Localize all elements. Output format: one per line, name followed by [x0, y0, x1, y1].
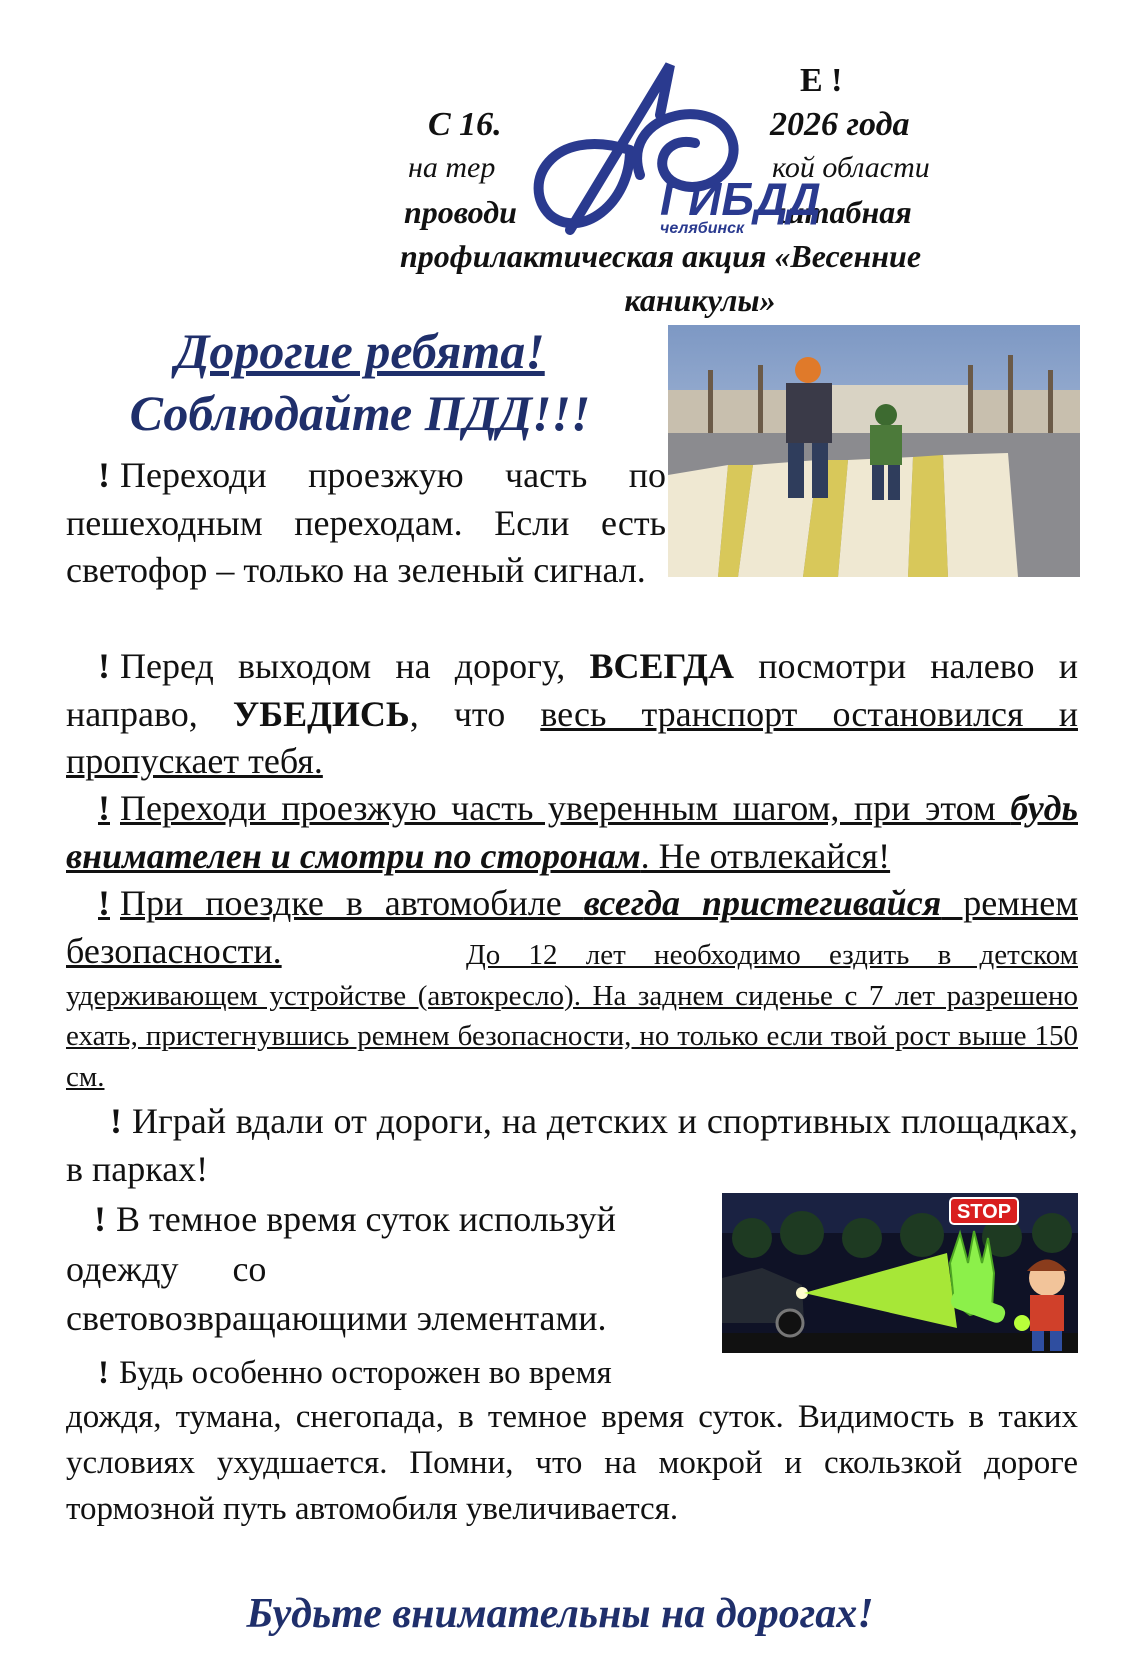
rule-4-details: До 12 лет необходимо ездить в детском удерживающем устройстве (автокресло). На заднем сиденье с 7 лет разрешено ехать, пристегнувшись ремнем безопасности, но только если твой рост выше 150 см.: [66, 939, 1078, 1093]
rule-7-line1: ! Будь особенно осторожен во время: [98, 1355, 612, 1391]
greeting-line1: Дорогие ребята!: [175, 323, 545, 379]
photo-children-crossing: [668, 325, 1080, 577]
header-region-left: на тер: [408, 151, 496, 184]
illustration-stop-headlight: [722, 1193, 1078, 1353]
final-slogan: Будьте внимательны на дорогах!: [246, 1591, 874, 1637]
header-date-left: С 16.: [428, 106, 502, 143]
rule-6-line1: ! В темное время суток используй: [94, 1199, 616, 1239]
greeting-line2: Соблюдайте ПДД!!!: [129, 385, 591, 441]
rule-1: ! Переходи проезжую часть по пешеходным переходам. Если есть светофор – только на зеленый сигнал.: [66, 455, 666, 590]
rule-5: ! Играй вдали от дороги, на детских и спортивных площадках, в парках!: [66, 1101, 1078, 1189]
header-line3-right: штабная: [778, 194, 912, 230]
header-region-right: кой области: [772, 151, 930, 184]
rule-7-rest: дождя, тумана, снегопада, в темное время суток. Видимость в таких условиях ухудшается. Помни, что на мокрой и скользкой дороге тормозной путь автомобиля увеличивается.: [66, 1399, 1078, 1527]
rule-4: ! При поездке в автомобиле всегда пристегивайся ремнем безопасности.: [66, 883, 1078, 971]
header-line3-left: проводи: [404, 194, 517, 230]
rule-6-line2: одежду со: [66, 1249, 267, 1289]
rule-2: ! Перед выходом на дорогу, ВСЕГДА посмотри налево и направо, УБЕДИСЬ, что весь транспорт остановился и пропускает тебя.: [66, 646, 1078, 781]
logo-subtext: челябинск: [660, 220, 745, 237]
header-line5: каникулы»: [624, 282, 776, 318]
rule-6-line3: световозвращающими элементами.: [66, 1298, 607, 1338]
header-fragment: Е !: [800, 62, 843, 99]
rule-3: ! Переходи проезжую часть уверенным шагом, при этом будь внимателен и смотри по сторонам. Не отвлекайся!: [66, 788, 1078, 876]
header-date-right: 2026 года: [770, 106, 910, 143]
header-line4: профилактическая акция «Весенние: [400, 238, 922, 274]
stop-sign-text: STOP: [956, 1201, 1012, 1223]
logo-text: ГИБДД: [660, 173, 821, 225]
gibdd-logo: [510, 55, 821, 245]
